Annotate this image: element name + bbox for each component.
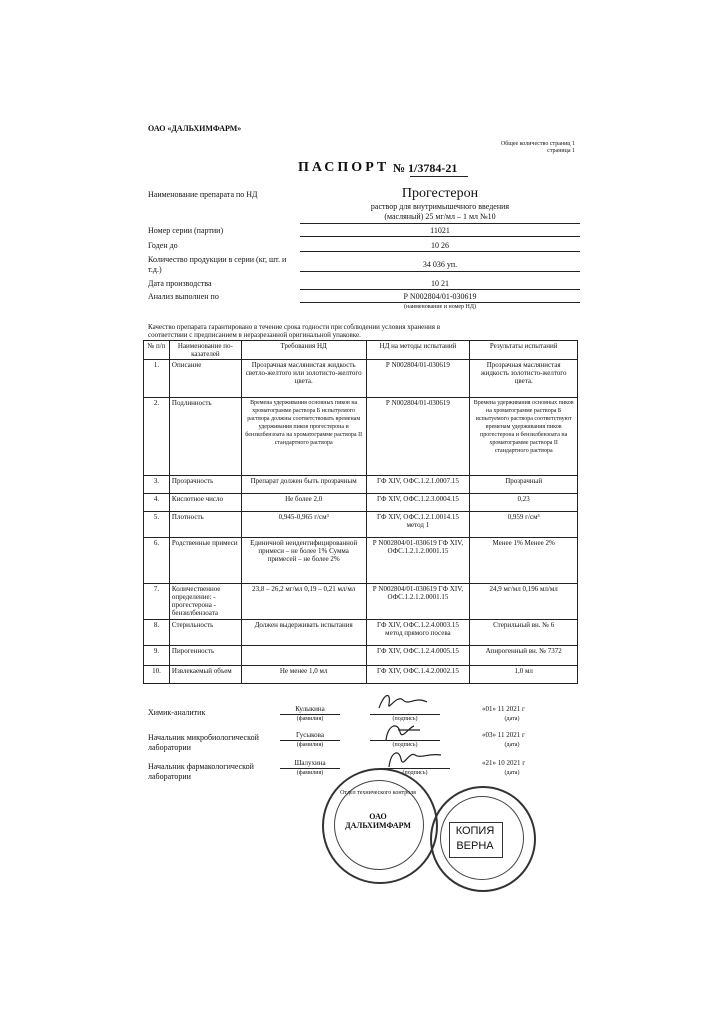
cell-method: ГФ XIV, ОФС.1.2.3.0004.15 [366, 494, 470, 512]
quality-note-1: Качество препарата гарантировано в течение срока годности при соблюдении условия хранения в [148, 323, 440, 331]
sig-date-pharm: «21» 10 2021 г [482, 759, 526, 767]
caption-family-2: (фамилия) [296, 742, 324, 748]
cell-result: Менее 1% Менее 2% [470, 538, 578, 584]
cell-method: ГФ XIV, ОФС.1.4.2.0002.15 [366, 666, 470, 684]
cell-num: 4. [144, 494, 170, 512]
cell-num: 9. [144, 646, 170, 666]
stamp-copy-line1: КОПИЯ [455, 825, 495, 837]
field-label-series: Номер серии (партии) [148, 226, 224, 235]
product-name: Прогестерон [401, 186, 479, 201]
header-method: НД на методы испытаний [366, 341, 470, 360]
product-desc-2: (масляный) 25 мг/мл – 1 мл №10 [384, 212, 496, 221]
caption-date-3: (дата) [504, 770, 520, 776]
cell-method: Р N002804/01-030619 ГФ XIV, ОФС.1.2.1.2.0001.15 [366, 538, 470, 584]
caption-family-1: (фамилия) [296, 716, 324, 722]
caption-signature-1: (подпись) [392, 716, 418, 722]
cell-num: 7. [144, 584, 170, 620]
sig-date-micro: «03» 11 2021 г [482, 731, 525, 739]
sig-name-pharm: Шалухина [294, 759, 326, 767]
sig-role-pharm: Начальник фармакологической лаборатории [148, 762, 254, 781]
cell-method: Р N002804/01-030619 [366, 398, 470, 476]
results-table [143, 340, 578, 684]
cell-name: Родственные примеси [169, 538, 241, 584]
field-label-prod-date: Дата производства [148, 279, 212, 288]
product-desc-1: раствор для внутримышечного введения [370, 202, 510, 211]
table-row [144, 512, 578, 538]
table-row [144, 666, 578, 684]
cell-method: ГФ XIV, ОФС.1.2.1.0014.15 метод 1 [366, 512, 470, 538]
header-name: Наименование по-казателей [169, 341, 241, 360]
cell-name: Прозрачность [169, 476, 241, 494]
product-label: Наименование препарата по НД [148, 190, 258, 199]
cell-req: 23,8 – 26,2 мг/мл 0,19 – 0,21 мл/мл [241, 584, 366, 620]
table-row [144, 494, 578, 512]
nd-caption: (наименование и номер НД) [404, 304, 476, 310]
field-value-analysis: Р N002804/01-030619 [403, 292, 477, 301]
header-num: № п/п [144, 341, 170, 360]
cell-name: Пирогенность [169, 646, 241, 666]
field-value-expiry: 10 26 [431, 241, 449, 250]
cell-req: 0,945-0,965 г/см³ [241, 512, 366, 538]
table-row [144, 620, 578, 646]
cell-req [241, 646, 366, 666]
cell-name: Плотность [169, 512, 241, 538]
cell-num: 3. [144, 476, 170, 494]
passport-title: ПАСПОРТ [298, 160, 390, 175]
cell-method: Р N002804/01-030619 [366, 360, 470, 398]
cell-result: Стерильный вн. № 6 [470, 620, 578, 646]
sig-role-chemist: Химик-аналитик [148, 708, 206, 717]
cell-name: Подлинность [169, 398, 241, 476]
cell-method: ГФ XIV, ОФС.1.2.1.0007.15 [366, 476, 470, 494]
cell-req: Не менее 1,0 мл [241, 666, 366, 684]
page-info-1: Общее количество страниц 1 [500, 141, 575, 147]
cell-result: 0,959 г/см³ [470, 512, 578, 538]
cell-num: 2. [144, 398, 170, 476]
page-info-2: страница 1 [547, 148, 575, 154]
cell-result: Времена удерживания основных пиков на хроматограмме раствора Б испытуемого раствора соответствуют временам удерживания пиков прогестерона и бензилбензоата на хроматограмме раствора II стандартного раствора [470, 398, 578, 476]
caption-date-2: (дата) [504, 742, 520, 748]
cell-num: 5. [144, 512, 170, 538]
cell-result: Прозрачная маслянистая жидкость золотисто-желтого цвета. [470, 360, 578, 398]
cell-method: ГФ XIV, ОФС.1.2.4.0005.15 [366, 646, 470, 666]
cell-result: 0,23 [470, 494, 578, 512]
passport-number: № 1/3784-21 [393, 161, 458, 175]
field-label-analysis: Анализ выполнен по [148, 292, 219, 301]
cell-method: ГФ XIV, ОФС.1.2.4.0003.15 метод прямого посева [366, 620, 470, 646]
cell-name: Извлекаемый объем [169, 666, 241, 684]
cell-req: Прозрачная маслянистая жидкость светло-желтого или золотисто-желтого цвета. [241, 360, 366, 398]
cell-result: 1,0 мл [470, 666, 578, 684]
header-result: Результаты испытаний [470, 341, 578, 360]
cell-num: 10. [144, 666, 170, 684]
caption-signature-3: (подпись) [402, 770, 428, 776]
caption-date-1: (дата) [504, 716, 520, 722]
table-row [144, 584, 578, 620]
caption-family-3: (фамилия) [296, 770, 324, 776]
table-row [144, 538, 578, 584]
table-row [144, 398, 578, 476]
field-label-quantity: Количество продукции в серии (кг, шт. и т.д.) [148, 255, 287, 274]
cell-result: 24,9 мг/мл 0,196 мл/мл [470, 584, 578, 620]
cell-req: Препарат должен быть прозрачным [241, 476, 366, 494]
cell-req: Единичной неидентифицированной примеси – не более 1% Сумма примесей – не более 2% [241, 538, 366, 584]
stamp-left-text: Отдел технического контроля [340, 790, 416, 796]
cell-num: 6. [144, 538, 170, 584]
cell-name: Количественное определение: - прогестерона - бензилбензоата [169, 584, 241, 620]
field-value-quantity: 34 036 уп. [422, 260, 458, 269]
table-row [144, 476, 578, 494]
sig-name-micro: Гусыкова [296, 731, 324, 739]
cell-req: Не более 2,0 [241, 494, 366, 512]
sig-role-micro: Начальник микробиологической лаборатории [148, 733, 259, 752]
company-name: ОАО «ДАЛЬХИМФАРМ» [148, 124, 242, 133]
table-header-row [144, 341, 578, 360]
table-row [144, 360, 578, 398]
cell-result: Апирогенный вн. № 7372 [470, 646, 578, 666]
signature-scribble-1 [375, 690, 435, 715]
table-row [144, 646, 578, 666]
quality-note-2: соответствии с предписанием в неразрезанной оригинальной упаковке. [148, 331, 361, 339]
cell-result: Прозрачный [470, 476, 578, 494]
field-value-prod-date: 10 21 [431, 279, 449, 288]
stamp-left-company: ОАО ДАЛЬХИМФАРМ [345, 812, 411, 830]
header-req: Требования НД [241, 341, 366, 360]
cell-req: Времена удерживания основных пиков на хроматограмме раствора Б испытуемого раствора должны соответствовать временам удерживания пиков прогестерона и бензилбензоата на хроматограмме раствора II стандартного раствора [241, 398, 366, 476]
sig-date-chemist: «01» 11 2021 г [482, 705, 525, 713]
cell-num: 8. [144, 620, 170, 646]
cell-req: Должен выдерживать испытания [241, 620, 366, 646]
field-value-series: 11021 [430, 226, 450, 235]
signature-scribble-2 [380, 720, 430, 745]
cell-name: Кислотное число [169, 494, 241, 512]
caption-signature-2: (подпись) [392, 742, 418, 748]
cell-name: Стерильность [169, 620, 241, 646]
cell-num: 1. [144, 360, 170, 398]
cell-method: Р N002804/01-030619 ГФ XIV, ОФС.1.2.1.2.0001.15 [366, 584, 470, 620]
cell-name: Описание [169, 360, 241, 398]
sig-name-chemist: Кулыкина [295, 705, 325, 713]
field-label-expiry: Годен до [148, 241, 178, 250]
stamp-copy-line2: ВЕРНА [456, 840, 494, 852]
